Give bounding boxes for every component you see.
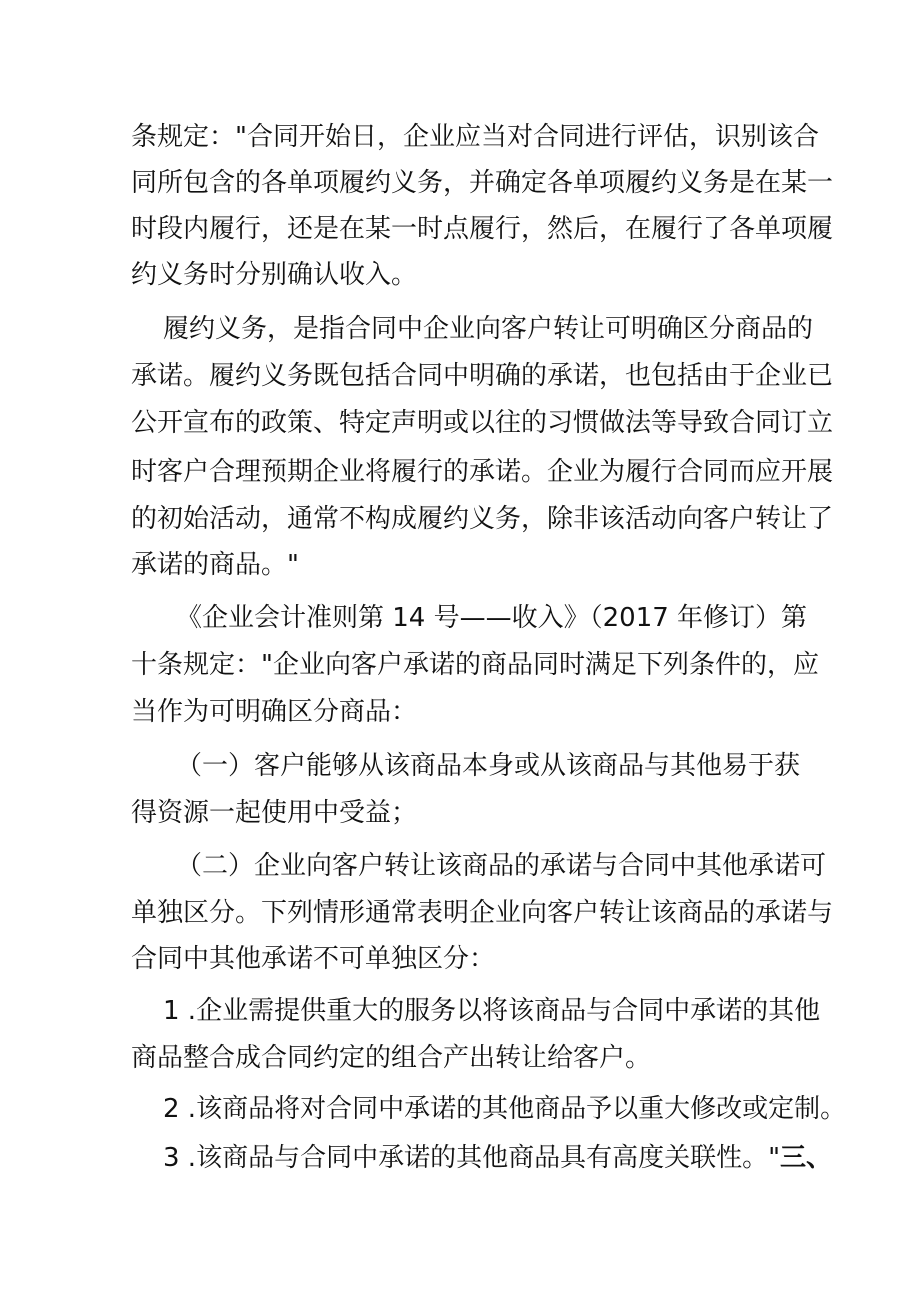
text-line-6: 承诺。履约义务既包括合同中明确的承诺，也包括由于企业已 [131,361,834,391]
numbered-item-2: 2 .该商品将对合同中承诺的其他商品予以重大修改或定制。 [163,1094,847,1124]
numbered-item-1: 1 .企业需提供重大的服务以将该商品与合同中承诺的其他 [163,996,821,1026]
text-line-13: 当作为可明确区分商品： [131,697,418,727]
text-line-17: 单独区分。下列情形通常表明企业向客户转让该商品的承诺与 [131,898,834,928]
text-line-18: 合同中其他承诺不可单独区分： [131,944,496,974]
numbered-item-3 [163,1138,832,1178]
text-line-2: 同所包含的各单项履约义务，并确定各单项履约义务是在某一 [131,168,834,198]
numbered-item-3-text: 3 .该商品与合同中承诺的其他商品具有高度关联性。" [163,1143,781,1173]
text-line-1: 条规定："合同开始日，企业应当对合同进行评估，识别该合 [131,122,819,152]
text-line-15: 得资源一起使用中受益； [131,798,418,828]
text-line-4: 约义务时分别确认收入。 [131,260,418,290]
list-item-two: （二）企业向客户转让该商品的承诺与合同中其他承诺可 [176,851,827,881]
text-line-12: 十条规定："企业向客户承诺的商品同时满足下列条件的，应 [131,650,819,680]
section-heading-fragment: 三、 [780,1143,833,1173]
text-line-8: 时客户合理预期企业将履行的承诺。企业为履行合同而应开展 [131,457,834,487]
text-line-7: 公开宣布的政策、特定声明或以往的习惯做法等导致合同订立 [131,408,834,438]
paragraph-standard-citation: 《企业会计准则第 14 号——收入》（2017 年修订）第 [176,603,808,633]
text-line-3: 时段内履行，还是在某一时点履行，然后，在履行了各单项履 [131,214,834,244]
list-item-one: （一）客户能够从该商品本身或从该商品与其他易于获 [176,751,801,781]
text-line-9: 的初始活动，通常不构成履约义务，除非该活动向客户转让了 [131,504,834,534]
paragraph-obligation-start: 履约义务，是指合同中企业向客户转让可明确区分商品的 [163,314,814,344]
text-line-20: 商品整合成合同约定的组合产出转让给客户。 [131,1043,652,1073]
text-line-10: 承诺的商品。" [131,550,299,580]
